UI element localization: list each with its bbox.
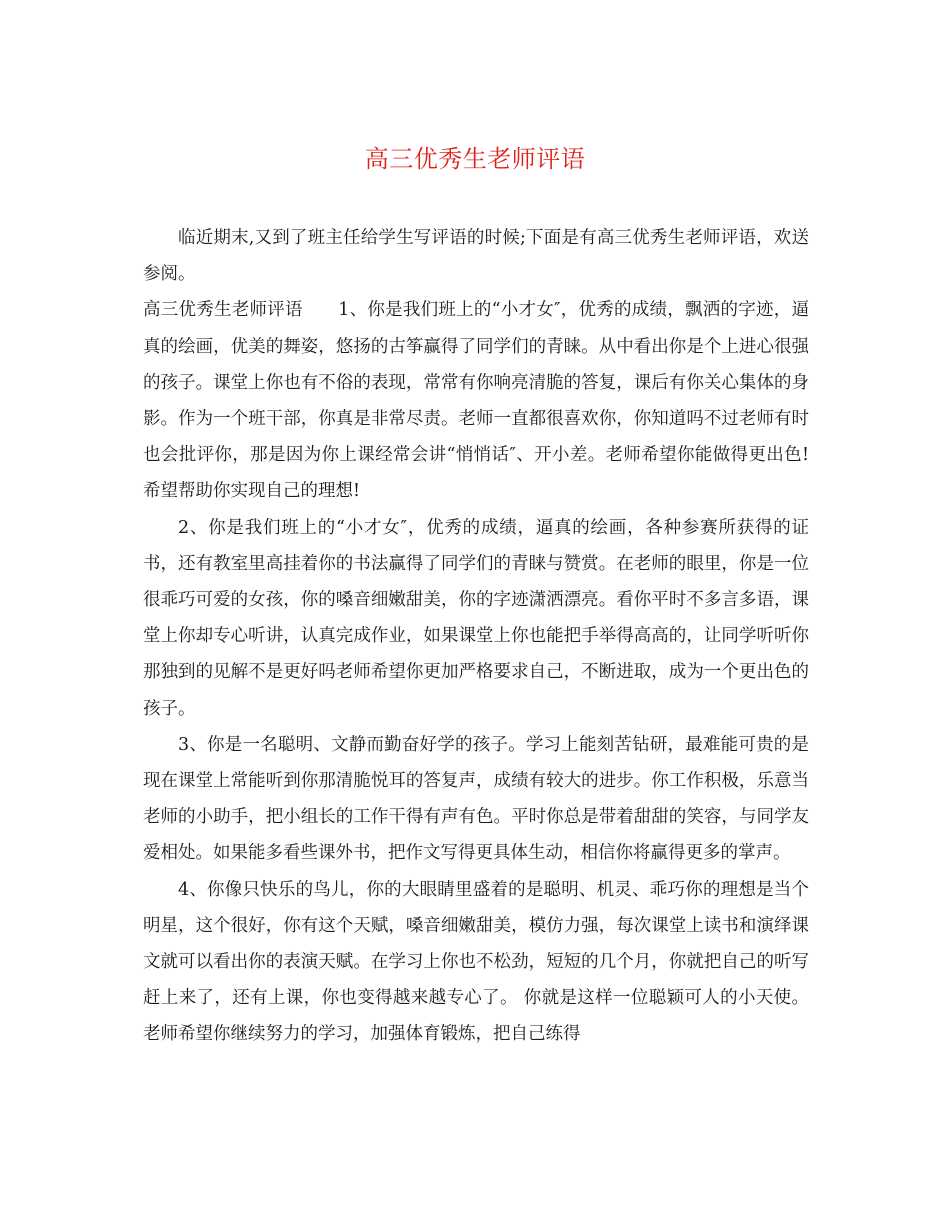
paragraph-2: 2、你是我们班上的“小才女″，优秀的成绩，逼真的绘画，各种参赛所获得的证书，还有教室里高挂着你的书法赢得了同学们的青睐与赞赏。在老师的眼里，你是一位很乖巧可爱的女孩，你的嗓音细嫩甜美，你的字迹潇洒漂亮。看你平时不多言多语，课堂上你却专心听讲，认真完成作业，如果课堂上你也能把手举得高高的，让同学听听你那独到的见解不是更好吗老师希望你更加严格要求自己，不断进取，成为一个更出色的孩子。 xyxy=(143,517,809,719)
intro-paragraph: 临近期末,又到了班主任给学生写评语的时候;下面是有高三优秀生老师评语，欢送参阅。 xyxy=(143,228,809,285)
paragraph-1: 高三优秀生老师评语 1、你是我们班上的“小才女″，优秀的成绩，飘洒的字迹，逼真的绘画，优美的舞姿，悠扬的古筝赢得了同学们的青睐。从中看出你是个上进心很强的孩子。课堂上你也有不俗的表现，常常有你响亮清脆的答复，课后有你关心集体的身影。作为一个班干部，你真是非常尽责。老师一直都很喜欢你，你知道吗不过老师有时也会批评你，那是因为你上课经常会讲“悄悄话″、开小差。老师希望你能做得更出色!希望帮助你实现自己的理想! xyxy=(143,300,809,502)
document-body xyxy=(143,220,809,1053)
paragraph-4: 4、你像只快乐的鸟儿，你的大眼睛里盛着的是聪明、机灵、乖巧你的理想是当个明星，这个很好，你有这个天赋，嗓音细嫩甜美，模仿力强，每次课堂上读书和演绎课文就可以看出你的表演天赋。在学习上你也不松劲，短短的几个月，你就把自己的听写赶上来了，还有上课，你也变得越来越专心了。 你就是这样一位聪颖可人的小天使。老师希望你继续努力的学习，加强体育锻炼，把自己练得 xyxy=(143,879,809,1045)
paragraph-3: 3、你是一名聪明、文静而勤奋好学的孩子。学习上能刻苦钻研，最难能可贵的是现在课堂上常能听到你那清脆悦耳的答复声，成绩有较大的进步。你工作积极，乐意当老师的小助手，把小组长的工作干得有声有色。平时你总是带着甜甜的笑容，与同学友爱相处。如果能多看些课外书，把作文写得更具体生动，相信你将赢得更多的掌声。 xyxy=(143,734,809,864)
document-title: 高三优秀生老师评语 xyxy=(364,145,586,173)
